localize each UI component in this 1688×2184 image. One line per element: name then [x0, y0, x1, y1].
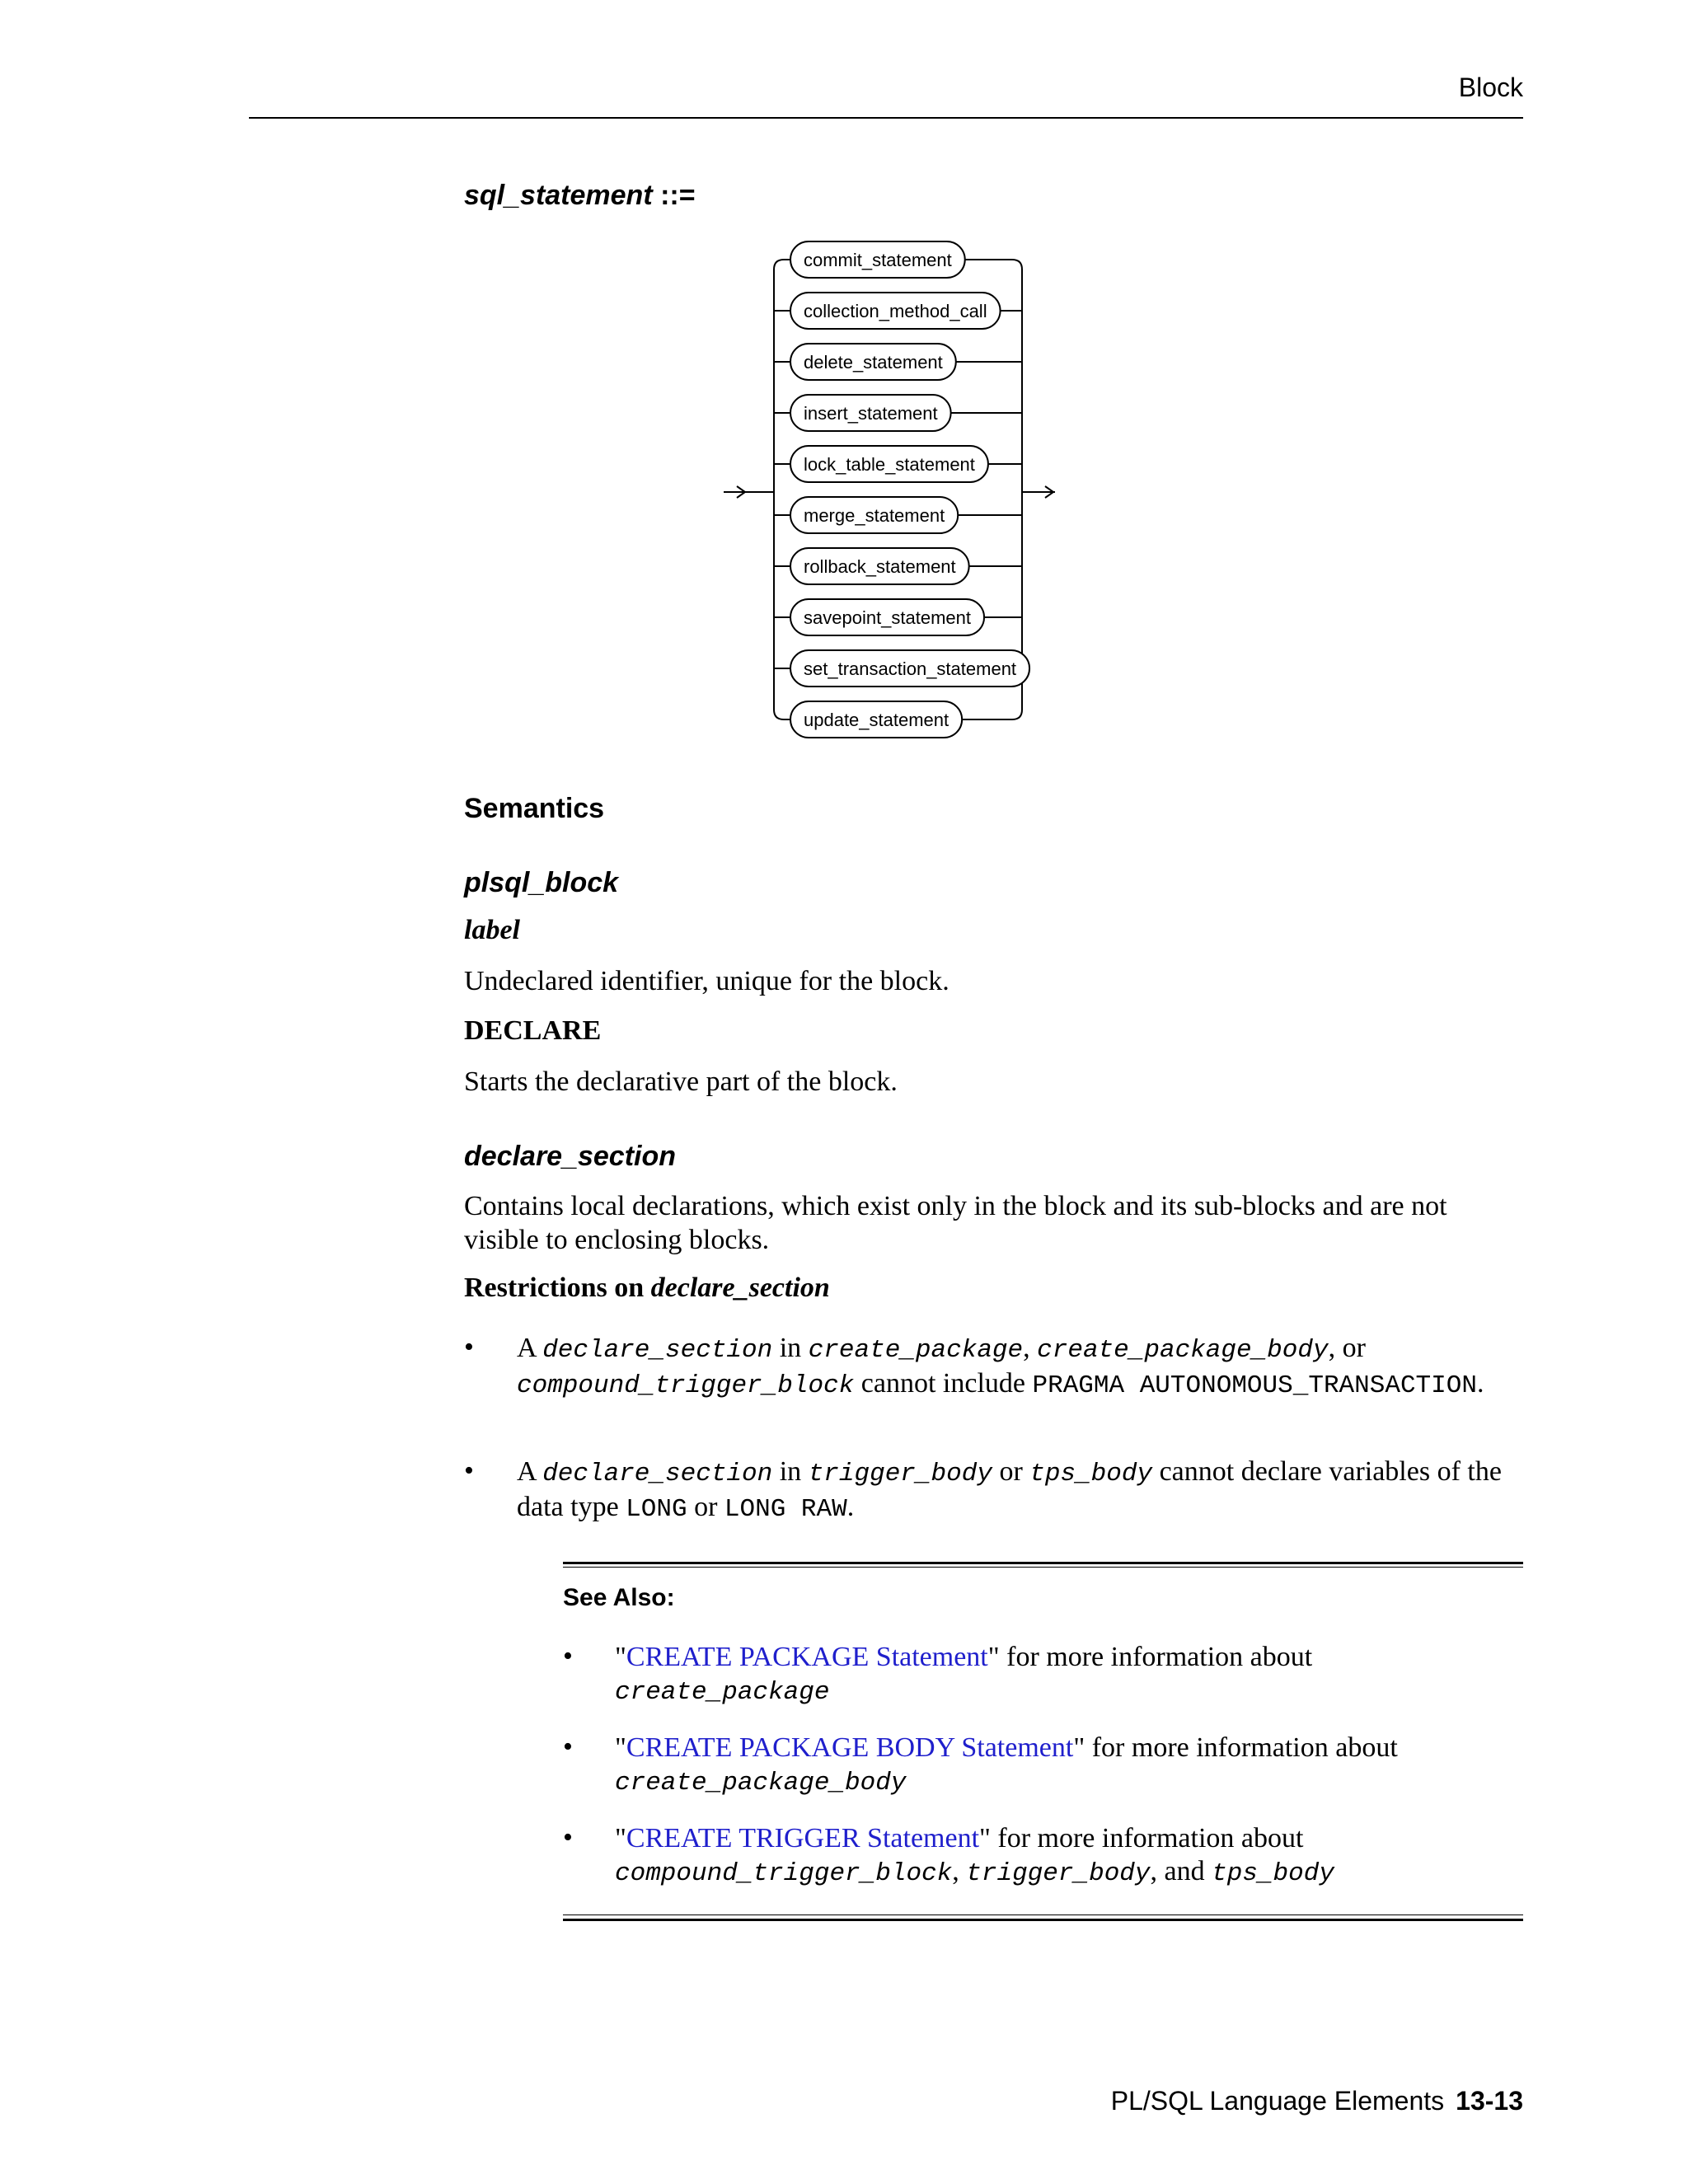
- syntax-node-insert-statement: [790, 395, 951, 431]
- code-term: declare_section: [542, 1460, 773, 1488]
- syntax-node-set-transaction-statement: [790, 650, 1029, 687]
- declare-section-heading: declare_section: [464, 1141, 677, 1172]
- text-run: , or: [1328, 1333, 1366, 1363]
- text-run: cannot declare variables of the data type: [517, 1456, 1502, 1522]
- bullet-icon: •: [563, 1641, 573, 1671]
- text-run: ,: [952, 1856, 967, 1886]
- text-run: or: [687, 1492, 724, 1522]
- text-run: " for more information about: [979, 1823, 1304, 1854]
- restrictions-heading: [464, 1272, 830, 1304]
- syntax-node-label: rollback_statement: [804, 556, 956, 577]
- text-run: ": [615, 1732, 626, 1763]
- create-package-body-link[interactable]: CREATE PACKAGE BODY Statement: [626, 1732, 1074, 1763]
- create-trigger-link[interactable]: CREATE TRIGGER Statement: [626, 1823, 980, 1854]
- code-term: create_package_body: [1037, 1336, 1329, 1365]
- text-run: " for more information about: [1073, 1732, 1398, 1763]
- text-run: , and: [1150, 1856, 1212, 1886]
- syntax-node-label: commit_statement: [804, 250, 952, 270]
- syntax-operator: ::=: [652, 180, 696, 211]
- code-term: trigger_body: [808, 1460, 992, 1488]
- semantics-heading: Semantics: [464, 793, 605, 824]
- see-also-title: See Also:: [563, 1584, 675, 1611]
- restriction-item-1: [517, 1332, 1531, 1403]
- text-run: ": [615, 1823, 626, 1854]
- create-package-link[interactable]: CREATE PACKAGE Statement: [626, 1642, 988, 1672]
- syntax-node-label: collection_method_call: [804, 301, 987, 321]
- text-run: " for more information about: [987, 1642, 1313, 1672]
- syntax-name: sql_statement: [464, 180, 653, 211]
- text-run: or: [992, 1456, 1030, 1487]
- railroad-diagram: [709, 235, 1071, 754]
- see-also-item-1: [615, 1641, 1522, 1709]
- code-term: tps_body: [1029, 1460, 1153, 1488]
- syntax-title: [464, 180, 696, 212]
- declare-description: Starts the declarative part of the block.: [464, 1066, 898, 1097]
- page-number: 13-13: [1456, 2086, 1523, 2116]
- bullet-icon: •: [563, 1732, 573, 1762]
- text-run: .: [1476, 1368, 1484, 1399]
- code-keyword: LONG RAW: [724, 1495, 847, 1524]
- syntax-node-savepoint-statement: [790, 599, 984, 635]
- declare-section-description: Contains local declarations, which exist only in the block and its sub-blocks and are not visible to enclosing blocks.: [464, 1191, 1447, 1255]
- syntax-node-label: insert_statement: [804, 403, 938, 424]
- syntax-node-delete-statement: [790, 344, 956, 380]
- header-rule: [249, 117, 1523, 119]
- text-run: .: [846, 1492, 855, 1522]
- diagram-nodes: [790, 241, 1029, 738]
- code-term: create_package: [808, 1336, 1024, 1365]
- plsql-block-heading: plsql_block: [464, 867, 619, 898]
- syntax-node-label: delete_statement: [804, 352, 943, 373]
- code-term: tps_body: [1212, 1859, 1334, 1888]
- label-term: label: [464, 915, 520, 945]
- code-term: create_package: [615, 1678, 830, 1707]
- code-term: trigger_body: [966, 1859, 1151, 1888]
- bullet-icon: •: [563, 1822, 573, 1853]
- left-rail: [774, 260, 784, 719]
- restrictions-term: declare_section: [650, 1272, 830, 1303]
- code-keyword: PRAGMA AUTONOMOUS_TRANSACTION: [1032, 1371, 1477, 1400]
- syntax-node-collection-method-call: [790, 293, 1001, 329]
- label-description: Undeclared identifier, unique for the block.: [464, 966, 950, 996]
- syntax-node-rollback-statement: [790, 548, 969, 584]
- text-run: A: [517, 1333, 543, 1363]
- text-run: A: [517, 1456, 543, 1487]
- syntax-node-label: lock_table_statement: [804, 454, 975, 475]
- text-run: in: [772, 1333, 809, 1363]
- see-also-rule: [563, 1567, 1523, 1568]
- syntax-node-label: set_transaction_statement: [804, 658, 1017, 679]
- code-term: declare_section: [542, 1336, 773, 1365]
- syntax-node-update-statement: [790, 701, 962, 738]
- see-also-item-2: [615, 1732, 1522, 1800]
- code-term: compound_trigger_block: [615, 1859, 953, 1888]
- see-also-rule: [563, 1562, 1523, 1564]
- see-also-rule: [563, 1919, 1523, 1921]
- code-keyword: LONG: [626, 1495, 687, 1524]
- code-term: compound_trigger_block: [517, 1371, 855, 1400]
- syntax-node-label: update_statement: [804, 710, 950, 730]
- syntax-node-merge-statement: [790, 497, 958, 533]
- text-run: ": [615, 1642, 626, 1672]
- text-run: ,: [1023, 1333, 1038, 1363]
- code-term: create_package_body: [615, 1769, 907, 1797]
- restriction-item-2: [517, 1455, 1531, 1526]
- syntax-node-commit-statement: [790, 241, 965, 278]
- text-run: in: [772, 1456, 809, 1487]
- syntax-node-lock-table-statement: [790, 446, 988, 482]
- syntax-node-label: savepoint_statement: [804, 607, 972, 628]
- text-run: cannot include: [854, 1368, 1033, 1399]
- bullet-icon: •: [464, 1455, 474, 1486]
- footer-section: PL/SQL Language Elements: [1110, 2086, 1445, 2116]
- page-footer: [0, 2086, 1523, 2116]
- syntax-node-label: merge_statement: [804, 505, 945, 526]
- declare-term: DECLARE: [464, 1015, 602, 1046]
- restrictions-prefix: Restrictions on: [464, 1272, 651, 1303]
- see-also-item-3: [615, 1822, 1522, 1891]
- running-head: Block: [1458, 73, 1523, 102]
- bullet-icon: •: [464, 1332, 474, 1362]
